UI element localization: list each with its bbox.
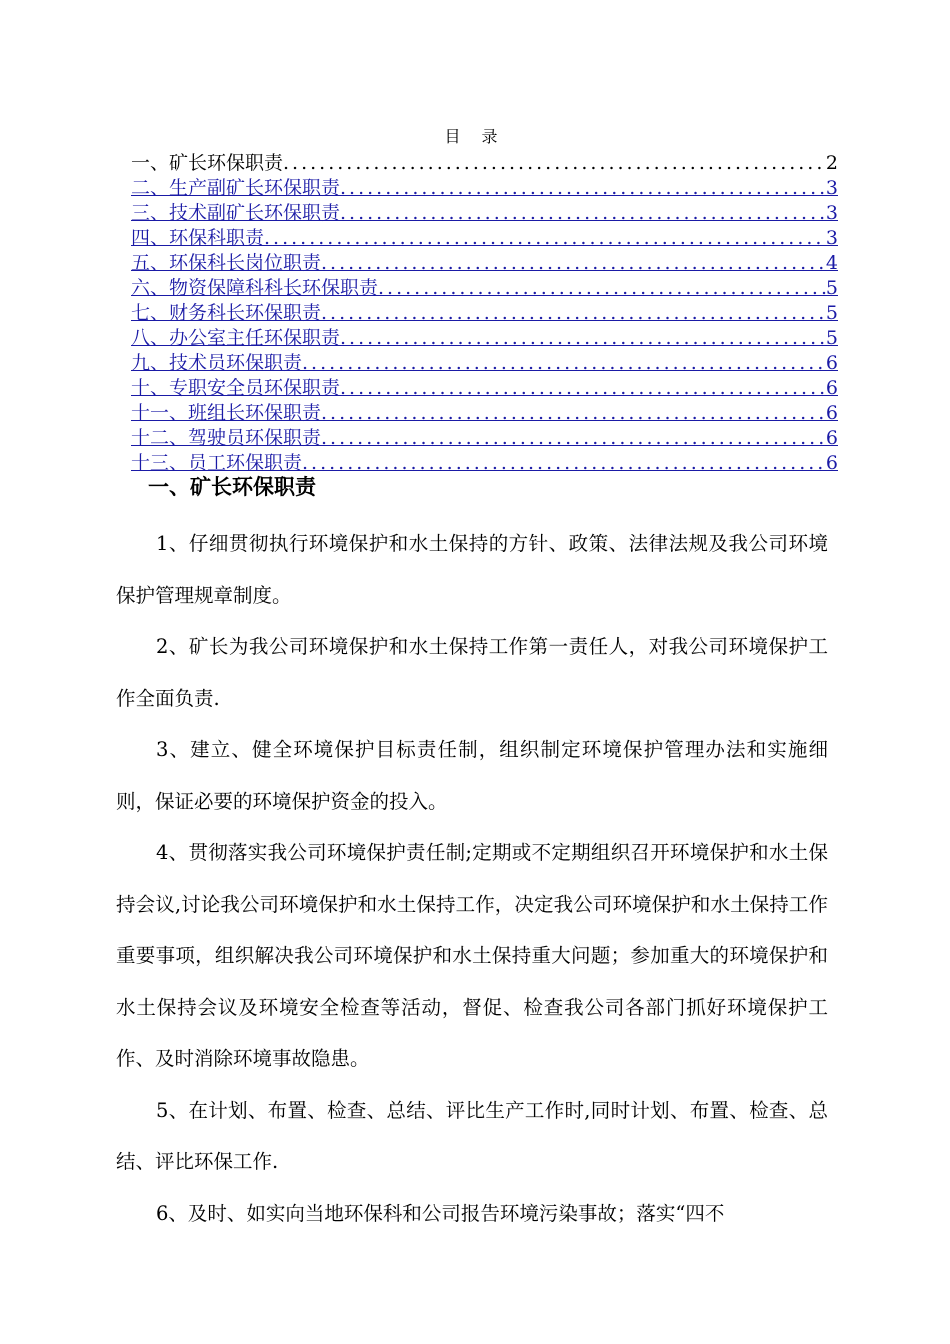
toc-entry-link[interactable] — [131, 201, 838, 226]
toc-leader-dots — [321, 251, 826, 276]
toc-entry-label: 一、矿长环保职责 — [131, 152, 284, 174]
toc-leader-dots — [321, 301, 826, 326]
toc-entry-link[interactable] — [131, 226, 838, 251]
toc-leader-dots — [302, 451, 826, 476]
toc-entry-label: 十一、班组长环保职责 — [131, 402, 322, 424]
toc-title: 目 录 — [444, 127, 506, 146]
paragraph: 4、贯彻落实我公司环境保护责任制;定期或不定期组织召开环境保护和水土保持会议,讨论我公司环境保护和水土保持工作，决定我公司环境保护和水土保持工作重要事项，组织解决我公司环境保护和水土保持重大问题；参加重大的环境保护和水土保持会议及环境安全检查等活动，督促、检查我公司各部门抓好环境保护工作、及时消除环境事故隐患。 — [116, 841, 828, 1070]
toc-entry-link[interactable] — [131, 301, 838, 326]
toc-entry-page: 6 — [825, 377, 838, 399]
toc-leader-dots — [321, 401, 826, 426]
table-of-contents — [131, 151, 838, 476]
toc-entry-link[interactable] — [131, 376, 838, 401]
toc-entry-label: 十、专职安全员环保职责 — [131, 377, 341, 399]
toc-entry-page: 4 — [825, 252, 838, 274]
toc-entry-label: 六、物资保障科科长环保职责 — [131, 277, 379, 299]
paragraph: 6、及时、如实向当地环保科和公司报告环境污染事故；落实“四不 — [156, 1201, 725, 1225]
paragraph: 3、建立、健全环境保护目标责任制，组织制定环境保护管理办法和实施细则，保证必要的环境保护资金的投入。 — [116, 738, 828, 813]
paragraph: 1、仔细贯彻执行环境保护和水土保持的方针、政策、法律法规及我公司环境保护管理规章制度。 — [116, 532, 828, 607]
toc-leader-dots — [340, 176, 826, 201]
toc-entry-page: 5 — [825, 327, 838, 349]
toc-entry-label: 三、技术副矿长环保职责 — [131, 202, 341, 224]
toc-entry-link[interactable] — [131, 426, 838, 451]
toc-leader-dots — [264, 226, 826, 251]
toc-entry-label: 四、环保科职责 — [131, 227, 265, 249]
toc-leader-dots — [321, 426, 826, 451]
toc-entry-label: 十二、驾驶员环保职责 — [131, 427, 322, 449]
paragraph: 5、在计划、布置、检查、总结、评比生产工作时,同时计划、布置、检查、总结、评比环保工作. — [116, 1098, 828, 1173]
toc-leader-dots — [378, 276, 826, 301]
toc-entry-link[interactable] — [131, 326, 838, 351]
toc-entry-label: 九、技术员环保职责 — [131, 352, 303, 374]
toc-entry-page: 3 — [825, 227, 838, 249]
toc-entry-page: 2 — [825, 152, 838, 174]
toc-entry-link[interactable] — [131, 276, 838, 301]
toc-entry-link[interactable] — [131, 176, 838, 201]
toc-entry[interactable] — [131, 151, 838, 176]
toc-leader-dots — [340, 376, 826, 401]
toc-entry-page: 5 — [825, 302, 838, 324]
toc-entry-label: 五、环保科长岗位职责 — [131, 252, 322, 274]
toc-entry-page: 6 — [825, 427, 838, 449]
paragraph: 2、矿长为我公司环境保护和水土保持工作第一责任人，对我公司环境保护工作全面负责. — [116, 635, 828, 710]
toc-leader-dots — [283, 151, 826, 176]
section-body — [116, 518, 828, 1239]
toc-leader-dots — [302, 351, 826, 376]
toc-entry-link[interactable] — [131, 351, 838, 376]
toc-entry-label: 十三、员工环保职责 — [131, 452, 303, 474]
toc-entry-page: 3 — [825, 202, 838, 224]
toc-entry-label: 七、财务科长环保职责 — [131, 302, 322, 324]
toc-entry-page: 3 — [825, 177, 838, 199]
toc-entry-page: 6 — [825, 402, 838, 424]
toc-entry-label: 二、生产副矿长环保职责 — [131, 177, 341, 199]
toc-entry-page: 6 — [825, 452, 838, 474]
toc-leader-dots — [340, 326, 826, 351]
toc-entry-page: 6 — [825, 352, 838, 374]
section-heading: 一、矿长环保职责 — [148, 475, 316, 499]
toc-entry-label: 八、办公室主任环保职责 — [131, 327, 341, 349]
toc-entry-link[interactable] — [131, 251, 838, 276]
toc-entry-link[interactable] — [131, 401, 838, 426]
toc-entry-page: 5 — [825, 277, 838, 299]
toc-leader-dots — [340, 201, 826, 226]
